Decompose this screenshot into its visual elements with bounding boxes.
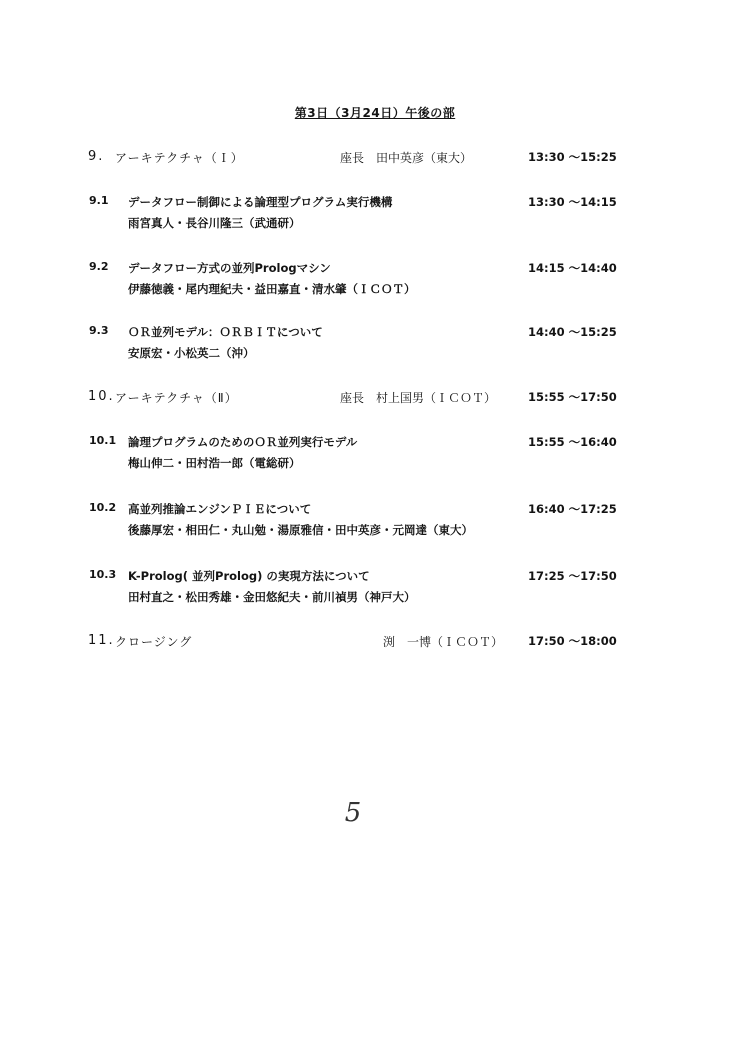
talk-authors: 安原宏・小松英二（沖） (128, 346, 255, 360)
talk-number: 9.1 (89, 194, 109, 207)
session-time: 13:30 ～15:25 (528, 150, 617, 164)
talk-number: 10.3 (89, 568, 117, 581)
talk-number: 9.3 (89, 324, 109, 337)
talk-authors: 伊藤徳義・尾内理紀夫・益田嘉直・清水肇（ＩＣＯＴ） (128, 282, 416, 296)
talk-authors: 田村直之・松田秀雄・金田悠紀夫・前川禎男（神戸大） (128, 590, 416, 604)
session-name: クロージング (115, 635, 193, 649)
talk-time: 14:15 ～14:40 (528, 261, 617, 275)
talk-number: 10.2 (89, 501, 117, 514)
session-time: 17:50 ～18:00 (528, 634, 617, 648)
talk-time: 16:40 ～17:25 (528, 502, 617, 516)
talk-authors: 雨宮真人・長谷川隆三（武通研） (128, 216, 301, 230)
session-number: 9. (88, 149, 105, 164)
talk-title: データフロー制御による論理型プログラム実行機構 (128, 195, 393, 209)
talk-time: 13:30 ～14:15 (528, 195, 617, 209)
talk-title: 高並列推論エンジンＰＩＥについて (128, 502, 312, 516)
session-chair: 座長 村上国男（ＩＣＯＴ） (340, 391, 497, 405)
talk-number: 10.1 (89, 434, 117, 447)
talk-time: 15:55 ～16:40 (528, 435, 617, 449)
talk-title: ＯＲ並列モデル：ＯＲＢＩＴについて (128, 325, 323, 339)
talk-title: K-Prolog( 並列Prolog) の実現方法について (128, 569, 370, 583)
session-number: 10. (88, 389, 115, 404)
session-chair: 座長 田中英彦（東大） (340, 151, 473, 165)
talk-time: 14:40 ～15:25 (528, 325, 617, 339)
page-number: 5 (344, 798, 362, 828)
session-time: 15:55 ～17:50 (528, 390, 617, 404)
talk-number: 9.2 (89, 260, 109, 273)
session-name: アーキテクチャ（Ｉ） (115, 151, 244, 165)
talk-title: データフロー方式の並列Prologマシン (128, 261, 331, 275)
session-number: 11. (88, 633, 115, 648)
page-title: 第3日（3月24日）午後の部 (294, 106, 456, 120)
talk-authors: 後藤厚宏・相田仁・丸山勉・湯原雅信・田中英彦・元岡達（東大） (128, 523, 473, 537)
session-chair: 渕 一博（ＩＣＯＴ） (383, 635, 504, 649)
talk-time: 17:25 ～17:50 (528, 569, 617, 583)
talk-title: 論理プログラムのためのＯＲ並列実行モデル (128, 435, 358, 449)
session-name: アーキテクチャ（Ⅱ） (115, 391, 238, 405)
talk-authors: 梅山伸二・田村浩一郎（電総研） (128, 456, 301, 470)
